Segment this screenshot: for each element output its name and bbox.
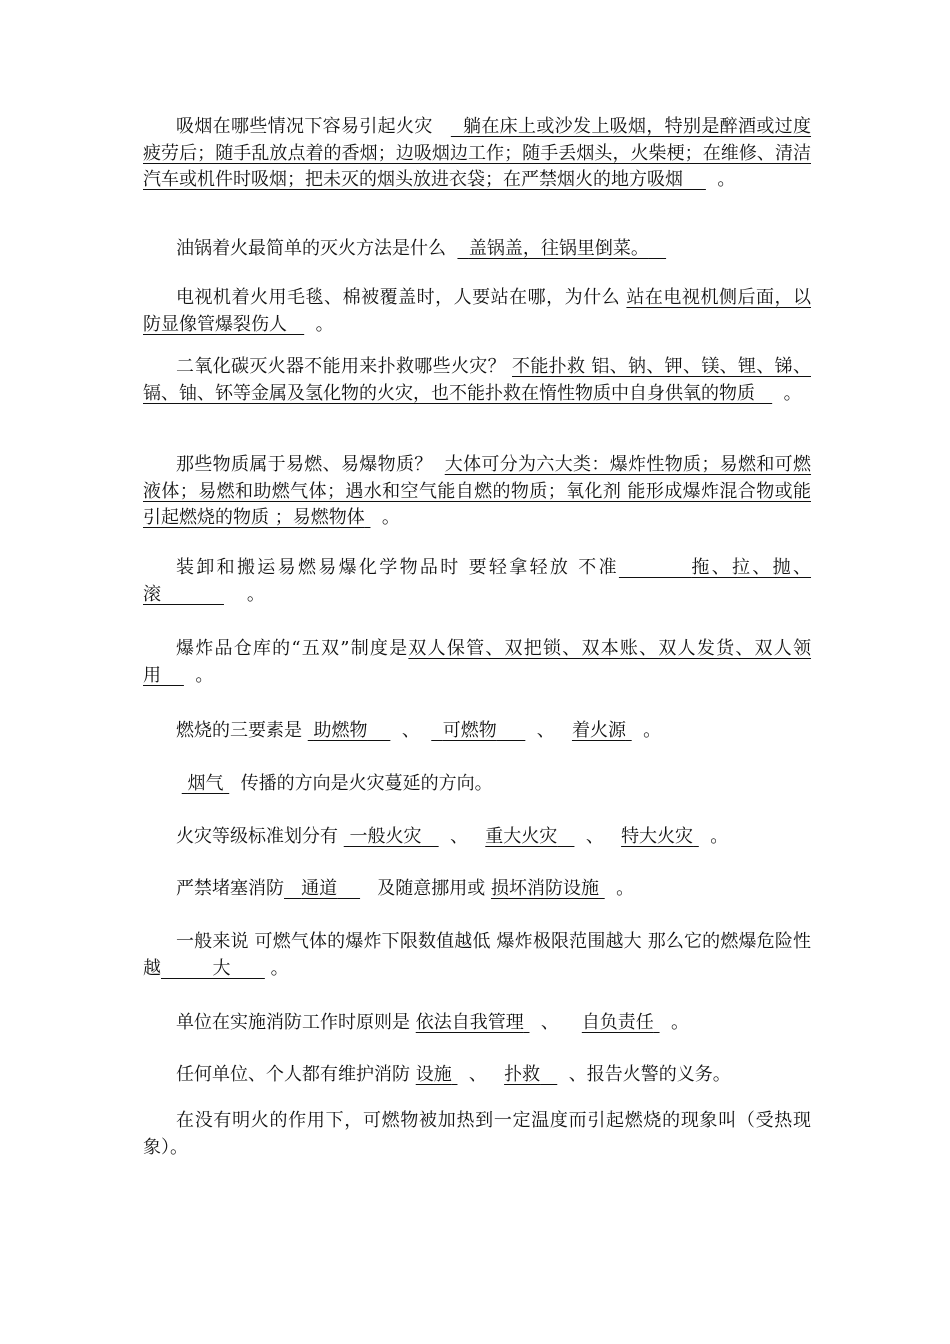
answer-blank: 盖锅盖，往锅里倒菜。 (468, 238, 649, 259)
question-fire-principle: 单位在实施消防工作时原则是 依法自我管理 、 自负责任 。 (176, 1012, 689, 1033)
answer-blank: 拖、拉、抛、滚 (143, 557, 812, 605)
answer-blank: 站在电视机侧后面，以防显像管爆裂伤人 (143, 287, 811, 335)
answer-blank: 扑救 (504, 1064, 541, 1085)
answer-blank: 一般火灾 (349, 826, 422, 847)
question-fire-levels: 火灾等级标准划分有 一般火灾 、 重大火灾 、 特大火灾 。 (176, 826, 729, 847)
answer-blank: 双人保管、双把锁、双本账、双人发货、双人领用 (143, 638, 812, 686)
answer-blank: 损坏消防设施 (490, 878, 599, 899)
answer-blank: 大体可分为六大类：爆炸性物质；易燃和可燃液体；易燃和助燃气体；遇水和空气能自燃的物质；氧化剂 能形成爆炸混合物或能引起燃烧的物质 ；易燃物体 (143, 454, 812, 528)
answer-blank: 依法自我管理 (415, 1012, 524, 1033)
question-combustion-elements: 燃烧的三要素是 助燃物 、 可燃物 、 着火源 。 (176, 720, 662, 741)
question-fire-passage: 严禁堵塞消防 通道 及随意挪用或 损坏消防设施 。 (176, 878, 635, 899)
question-heated-combustion: 在没有明火的作用下，可燃物被加热到一定温度而引起燃烧的现象叫（受热现象）。 (143, 1110, 811, 1158)
question-five-double-system: 爆炸品仓库的“五双”制度是双人保管、双把锁、双本账、双人发货、双人领用 。 (143, 638, 812, 686)
answer-blank: 不能扑救 铝、钠、钾、镁、锂、锑、镉、铀、钚等金属及氢化物的火灾，也不能扑救在惰性物质中自身供氧的物质 (143, 356, 811, 404)
question-loading-chemicals: 装卸和搬运易燃易爆化学物品时 要轻拿轻放 不准 拖、拉、抛、滚 。 (143, 557, 812, 605)
question-maintain-facilities: 任何单位、个人都有维护消防 设施 、 扑救 、报告火警的义务。 (176, 1064, 731, 1085)
question-explosion-limit: 一般来说 可燃气体的爆炸下限数值越低 爆炸极限范围越大 那么它的燃爆危险性越 大 。 (143, 931, 811, 979)
answer-blank: 大 (212, 957, 231, 979)
answer-blank: 设施 (415, 1064, 452, 1085)
answer-blank: 可燃物 (442, 720, 497, 741)
question-tv-fire: 电视机着火用毛毯、棉被覆盖时，人要站在哪，为什么 站在电视机侧后面，以防显像管爆裂伤人 。 (143, 287, 811, 335)
question-co2-extinguisher: 二氧化碳灭火器不能用来扑救哪些火灾？ 不能扑救 铝、钠、钾、镁、锂、锑、镉、铀、钚等金属及氢化物的火灾，也不能扑救在惰性物质中自身供氧的物质 。 (143, 356, 811, 404)
answer-blank: 躺在床上或沙发上吸烟，特别是醉酒或过度疲劳后；随手乱放点着的香烟；边吸烟边工作；随手丢烟头，火柴梗；在维修、清洁汽车或机件时吸烟；把未灭的烟头放进衣袋；在严禁烟火的地方吸烟 (143, 116, 812, 190)
question-flammable-substances: 那些物质属于易燃、易爆物质？ 大体可分为六大类：爆炸性物质；易燃和可燃液体；易燃和助燃气体；遇水和空气能自燃的物质；氧化剂 能形成爆炸混合物或能引起燃烧的物质 ；易燃物体 。 (143, 454, 812, 528)
answer-blank: 助燃物 (313, 720, 368, 741)
question-oil-pan-fire: 油锅着火最简单的灭火方法是什么 盖锅盖，往锅里倒菜。 (143, 236, 811, 263)
question-smoke-direction: 烟气 传播的方向是火灾蔓延的方向。 (143, 771, 811, 798)
answer-blank: 重大火灾 (485, 826, 558, 847)
answer-blank: 烟气 (187, 773, 224, 794)
answer-blank: 着火源 (571, 720, 626, 741)
question-smoking-fire: 吸烟在哪些情况下容易引起火灾 躺在床上或沙发上吸烟，特别是醉酒或过度疲劳后；随手乱放点着的香烟；边吸烟边工作；随手丢烟头，火柴梗；在维修、清洁汽车或机件时吸烟；把未灭的烟头放进衣袋；在严禁烟火的地方吸烟 。 (143, 116, 812, 190)
answer-blank: 自负责任 (581, 1012, 654, 1033)
answer-blank: 通道 (301, 878, 338, 899)
answer-blank: 特大火灾 (621, 826, 694, 847)
